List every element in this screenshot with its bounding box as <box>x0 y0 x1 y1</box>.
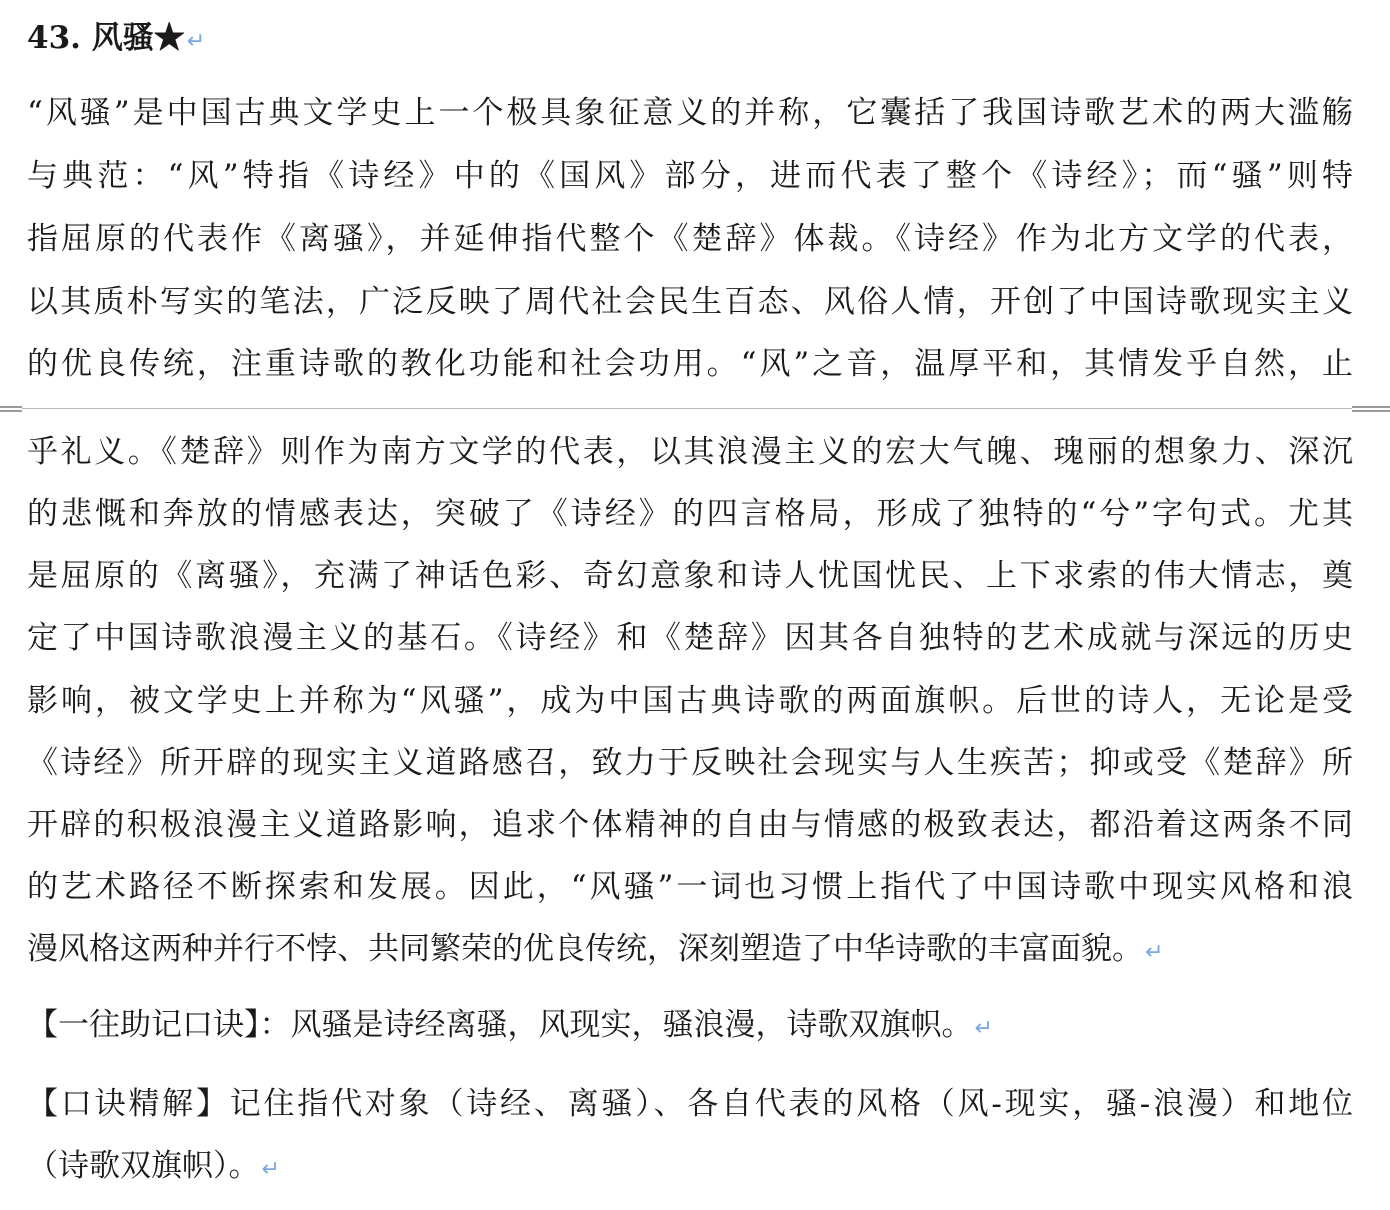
explanation-line: 【口诀精解】记住指代对象（诗经、离骚）、各自代表的风格（风-现实，骚-浪漫）和地位 <box>27 1086 1353 1122</box>
paragraph-mark-icon: ↵ <box>261 1157 280 1182</box>
explanation-line-last <box>27 1143 1353 1189</box>
heading-text: 43. 风骚★ <box>27 20 185 56</box>
text-line: 以其质朴写实的笔法，广泛反映了周代社会民生百态、风俗人情，开创了中国诗歌现实主义 <box>27 284 1353 320</box>
paragraph-mark-icon: ↵ <box>1145 940 1164 965</box>
text-line-last <box>27 926 1353 972</box>
mnemonic-text: 【一往助记口诀】：风骚是诗经离骚，风现实，骚浪漫，诗歌双旗帜。 <box>27 1007 973 1043</box>
text-line: 《诗经》所开辟的现实主义道路感召，致力于反映社会现实与人生疾苦；抑或受《楚辞》所 <box>27 745 1353 781</box>
text-line: 指屈原的代表作《离骚》，并延伸指代整个《楚辞》体裁。《诗经》作为北方文学的代表， <box>27 221 1353 257</box>
text-line-content: 漫风格这两种并行不悖、共同繁荣的优良传统，深刻塑造了中华诗歌的丰富面貌。 <box>27 931 1143 967</box>
page-break-right-marker <box>1352 406 1390 412</box>
text-line: 乎礼义。《楚辞》则作为南方文学的代表，以其浪漫主义的宏大气魄、瑰丽的想象力、深沉 <box>27 434 1353 470</box>
page-break-rule <box>22 408 1352 409</box>
mnemonic-line <box>27 1002 1353 1048</box>
text-line: 影响，被文学史上并称为“风骚”，成为中国古典诗歌的两面旗帜。后世的诗人，无论是受 <box>27 683 1353 719</box>
text-line: 是屈原的《离骚》，充满了神话色彩、奇幻意象和诗人忧国忧民、上下求索的伟大情志，奠 <box>27 558 1353 594</box>
section-heading <box>27 16 205 64</box>
explanation-text: （诗歌双旗帜）。 <box>27 1148 260 1184</box>
paragraph-mark-icon: ↵ <box>186 29 206 54</box>
text-line: 的艺术路径不断探索和发展。因此，“风骚”一词也习惯上指代了中国诗歌中现实风格和浪 <box>27 869 1353 905</box>
text-line: 与典范：“风”特指《诗经》中的《国风》部分，进而代表了整个《诗经》；而“骚”则特 <box>27 158 1353 194</box>
text-line: 开辟的积极浪漫主义道路影响，追求个体精神的自由与情感的极致表达，都沿着这两条不同 <box>27 807 1353 843</box>
text-line: 的悲慨和奔放的情感表达，突破了《诗经》的四言格局，形成了独特的“兮”字句式。尤其 <box>27 496 1353 532</box>
text-line: 的优良传统，注重诗歌的教化功能和社会功用。“风”之音，温厚平和，其情发乎自然，止 <box>27 346 1353 382</box>
page-break-left-marker <box>0 406 22 412</box>
text-line: 定了中国诗歌浪漫主义的基石。《诗经》和《楚辞》因其各自独特的艺术成就与深远的历史 <box>27 620 1353 656</box>
paragraph-mark-icon: ↵ <box>974 1016 993 1041</box>
text-line: “风骚”是中国古典文学史上一个极具象征意义的并称，它囊括了我国诗歌艺术的两大滥觞 <box>27 95 1353 131</box>
page-break <box>0 406 1390 414</box>
